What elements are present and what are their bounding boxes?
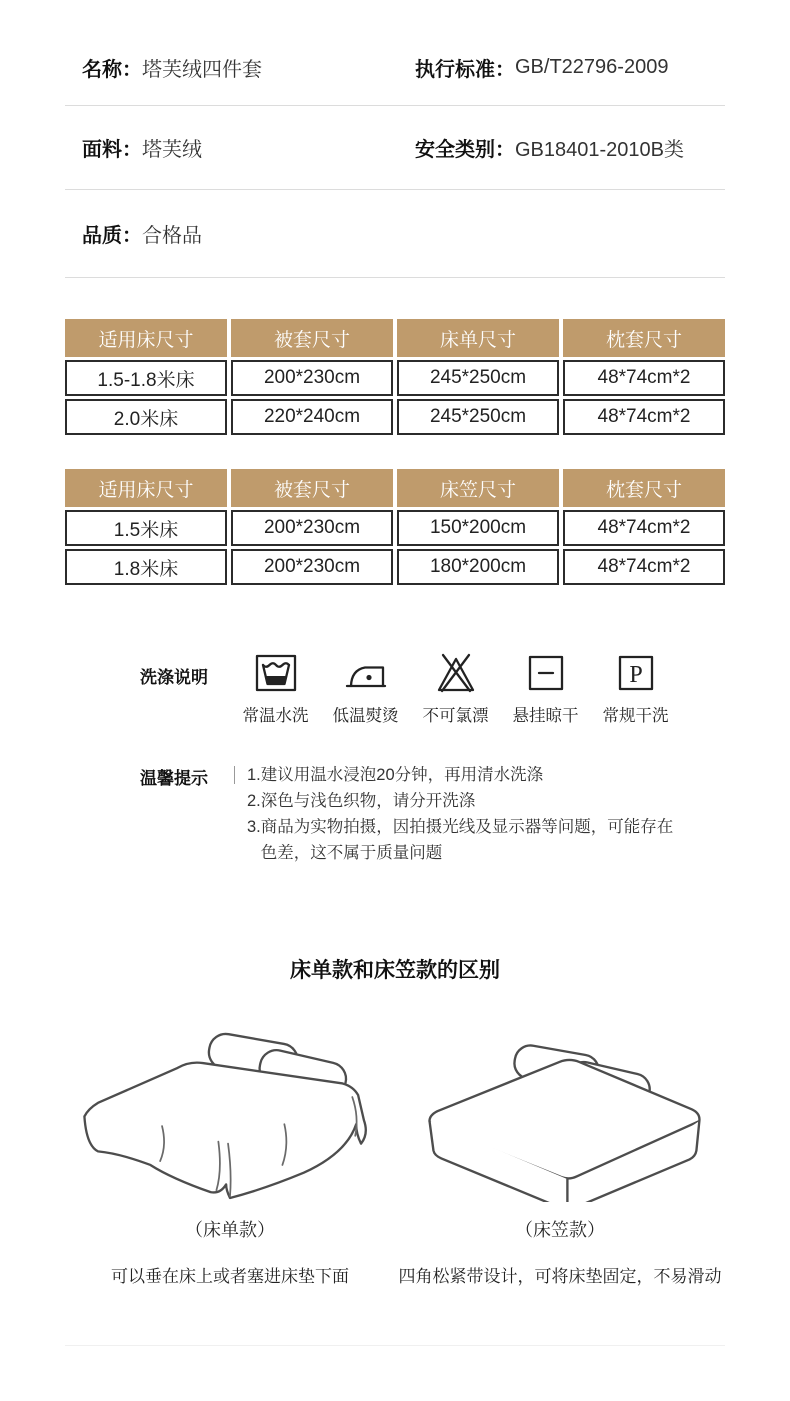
fitted-sheet-illustration	[395, 1024, 725, 1202]
table-cell: 200*230cm	[231, 510, 393, 546]
svg-text:P: P	[628, 662, 643, 688]
washing-item	[596, 650, 675, 726]
tip-number: 3.	[247, 818, 261, 836]
tips-divider-bar	[234, 766, 235, 784]
tips-list	[247, 762, 687, 866]
info-name-value: 塔芙绒四件套	[142, 59, 262, 81]
washing-caption: 常规干洗	[602, 707, 669, 725]
table-cell: 245*250cm	[397, 360, 559, 396]
table-cell: 245*250cm	[397, 399, 559, 435]
table-cell: 48*74cm*2	[563, 549, 725, 585]
table-header-cell: 床笠尺寸	[397, 469, 559, 507]
product-info-section	[65, 0, 725, 278]
fitted-sheet-description: 四角松紧带设计，可将床垫固定，不易滑动	[398, 1267, 722, 1286]
table-row	[65, 399, 725, 435]
tips-label: 温馨提示	[140, 769, 208, 788]
washing-item	[506, 650, 585, 726]
table-cell: 200*230cm	[231, 549, 393, 585]
info-name-label: 名称：	[82, 59, 142, 81]
info-name	[65, 53, 415, 82]
iron-low-icon	[326, 650, 405, 696]
info-standard	[415, 53, 725, 82]
table-cell: 200*230cm	[231, 360, 393, 396]
tip-text: 商品为实物拍摄，因拍摄光线及显示器等问题，可能存在色差，这不属于质量问题	[260, 818, 674, 862]
table-header-cell: 适用床尺寸	[65, 319, 227, 357]
comparison-title: 床单款和床笠款的区别	[290, 959, 500, 982]
table-header-cell: 适用床尺寸	[65, 469, 227, 507]
size-table-fitted-sheet	[61, 466, 729, 588]
no-bleach-icon	[416, 650, 495, 696]
table-cell: 1.5米床	[65, 510, 227, 546]
info-safety	[415, 133, 725, 162]
table-header-cell: 枕套尺寸	[563, 469, 725, 507]
info-standard-label: 执行标准：	[415, 59, 515, 81]
tip-item	[247, 814, 687, 866]
tips-section	[65, 762, 725, 866]
table-row	[65, 360, 725, 396]
info-fabric-value: 塔芙绒	[142, 139, 202, 161]
tip-number: 2.	[247, 792, 261, 810]
bottom-divider	[65, 1345, 725, 1346]
table-cell: 220*240cm	[231, 399, 393, 435]
info-safety-label: 安全类别：	[415, 139, 515, 161]
table-cell: 48*74cm*2	[563, 360, 725, 396]
table-cell: 2.0米床	[65, 399, 227, 435]
wash-normal-icon	[236, 650, 315, 696]
info-safety-value: GB18401-2010B类	[515, 139, 685, 161]
washing-caption: 不可氯漂	[422, 707, 489, 725]
info-row-fabric-safety	[65, 106, 725, 190]
flat-sheet-description: 可以垂在床上或者塞进床垫下面	[111, 1267, 349, 1286]
table-cell: 180*200cm	[397, 549, 559, 585]
tip-item	[247, 762, 687, 788]
tip-text: 建议用温水浸泡20分钟，再用清水洗涤	[260, 766, 544, 784]
table-cell: 150*200cm	[397, 510, 559, 546]
tip-item	[247, 788, 687, 814]
table-header-row	[65, 319, 725, 357]
info-row-quality	[65, 190, 725, 278]
table-cell: 48*74cm*2	[563, 510, 725, 546]
washing-label: 洗涤说明	[140, 668, 208, 687]
table-header-cell: 被套尺寸	[231, 469, 393, 507]
info-quality-label: 品质：	[82, 225, 142, 247]
washing-item	[416, 650, 495, 726]
table-header-cell: 枕套尺寸	[563, 319, 725, 357]
table-cell: 48*74cm*2	[563, 399, 725, 435]
washing-caption: 悬挂晾干	[512, 707, 579, 725]
table-cell: 1.8米床	[65, 549, 227, 585]
washing-caption: 常温水洗	[242, 707, 309, 725]
comparison-figures	[65, 1024, 725, 1287]
info-row-name-standard	[65, 0, 725, 106]
washing-caption: 低温熨烫	[332, 707, 399, 725]
hang-dry-icon	[506, 650, 585, 696]
flat-sheet-figure-block	[65, 1024, 395, 1287]
table-header-cell: 床单尺寸	[397, 319, 559, 357]
info-fabric-label: 面料：	[82, 139, 142, 161]
size-table-flat-sheet	[61, 316, 729, 438]
fitted-sheet-caption: （床笠款）	[515, 1220, 605, 1240]
info-fabric	[65, 133, 415, 162]
flat-sheet-illustration	[65, 1024, 395, 1202]
flat-sheet-caption: （床单款）	[185, 1220, 275, 1240]
table-header-cell: 被套尺寸	[231, 319, 393, 357]
info-standard-value: GB/T22796-2009	[515, 56, 669, 78]
fitted-sheet-figure-block	[395, 1024, 725, 1287]
info-quality-value: 合格品	[142, 225, 202, 247]
table-header-row	[65, 469, 725, 507]
washing-instructions	[65, 650, 725, 726]
washing-item	[326, 650, 405, 726]
dry-clean-icon	[596, 650, 675, 696]
washing-icon-list	[236, 650, 675, 726]
info-quality	[65, 219, 415, 248]
table-cell: 1.5-1.8米床	[65, 360, 227, 396]
tip-number: 1.	[247, 766, 261, 784]
washing-item	[236, 650, 315, 726]
table-row	[65, 549, 725, 585]
table-row	[65, 510, 725, 546]
tip-text: 深色与浅色织物，请分开洗涤	[260, 792, 476, 810]
